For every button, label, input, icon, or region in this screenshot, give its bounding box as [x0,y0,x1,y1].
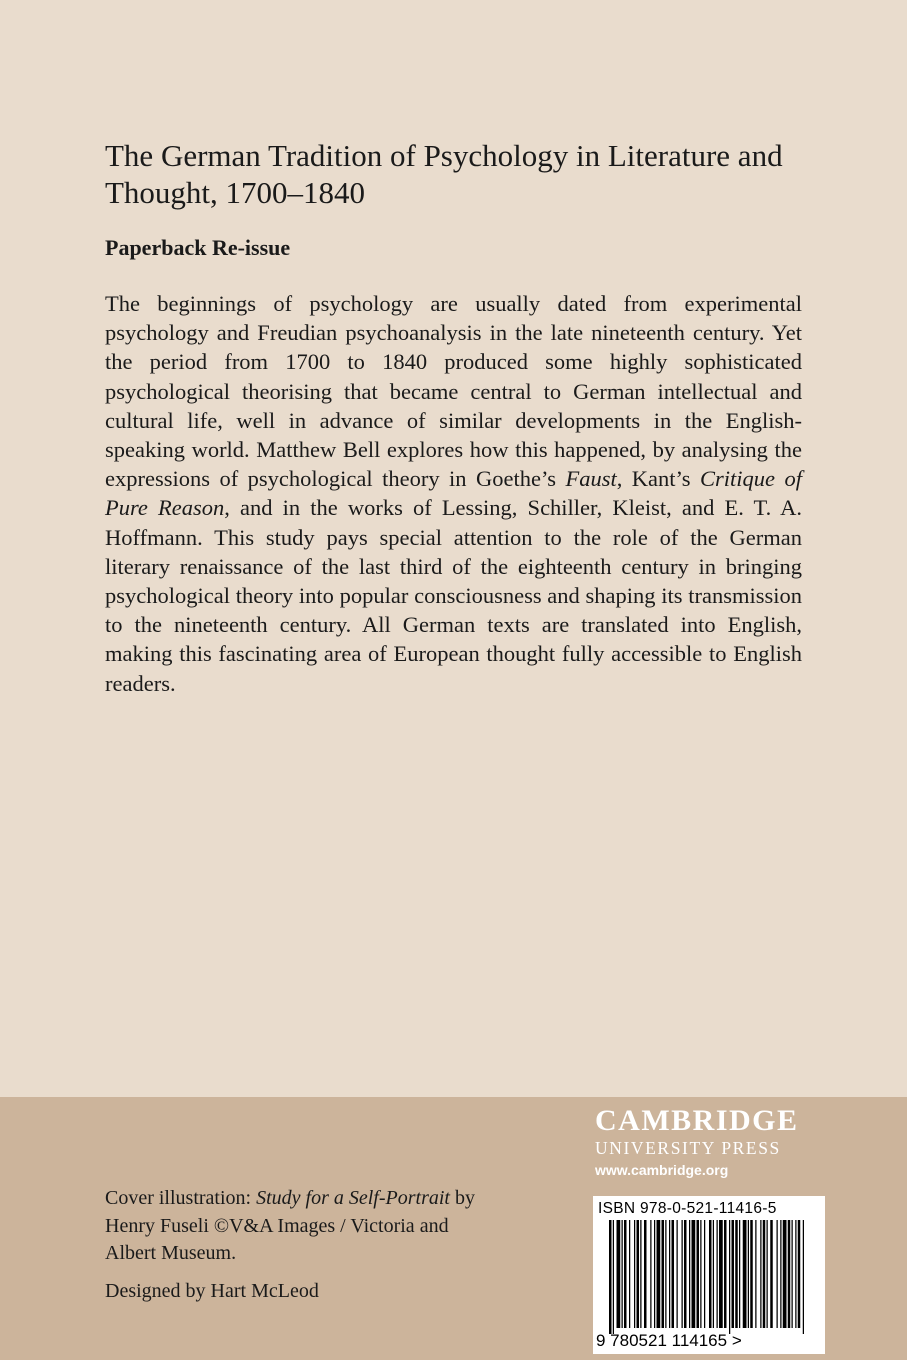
edition-label: Paperback Re-issue [105,235,291,260]
publisher-press: UNIVERSITY PRESS [595,1138,781,1158]
publisher-website: www.cambridge.org [595,1162,729,1178]
blurb-title-faust: Faust [565,466,617,492]
book-description [105,289,802,698]
blurb-text-1: The beginnings of psychology are usually dated from experimental psychology and Freudian psychoanalysis in the late nineteenth century. Yet the period from 1700 to 1840 produced some highly sophisticated psychological theorising that became central to German intellectual and cultural life, well in advance of similar developments in the English-speaking world. Matthew Bell explores how this happened, by analysing the expressions of psychological theory in Goethe’s [105,291,802,492]
barcode-digits: 9 780521 114165 > [596,1331,742,1350]
blurb-title-critique: Critique of Pure Reason [105,466,802,521]
publisher-name: CAMBRIDGE [595,1104,799,1137]
credit-artwork-title: Study for a Self-Portrait [256,1187,450,1209]
credit-prefix: Cover illustration: [105,1187,257,1209]
cover-illustration-credit [105,1185,485,1268]
publisher-logo [595,1105,825,1181]
isbn-label: ISBN 978-0-521-11416-5 [598,1200,777,1217]
blurb-text-3: , and in the works of Lessing, Schiller, Kleist, and E. T. A. Hoffmann. This study pays special attention to the role of the German literary renaissance of the last third of the eighteenth century in bringing psychological theory into popular consciousness and shaping its transmission to the nineteenth century. All German texts are translated into English, making this fascinating area of European thought fully accessible to English readers. [105,495,802,696]
isbn-barcode-box [593,1196,825,1354]
book-title: The German Tradition of Psychology in Literature and Thought, 1700–1840 [105,138,783,210]
credit-suffix: by Henry Fuseli ©V&A Images / Victoria and Albert Museum. [105,1187,475,1264]
back-cover-lower-panel [0,1097,907,1360]
blurb-text-2: , Kant’s [616,466,701,492]
designer-credit: Designed by Hart McLeod [105,1280,319,1302]
